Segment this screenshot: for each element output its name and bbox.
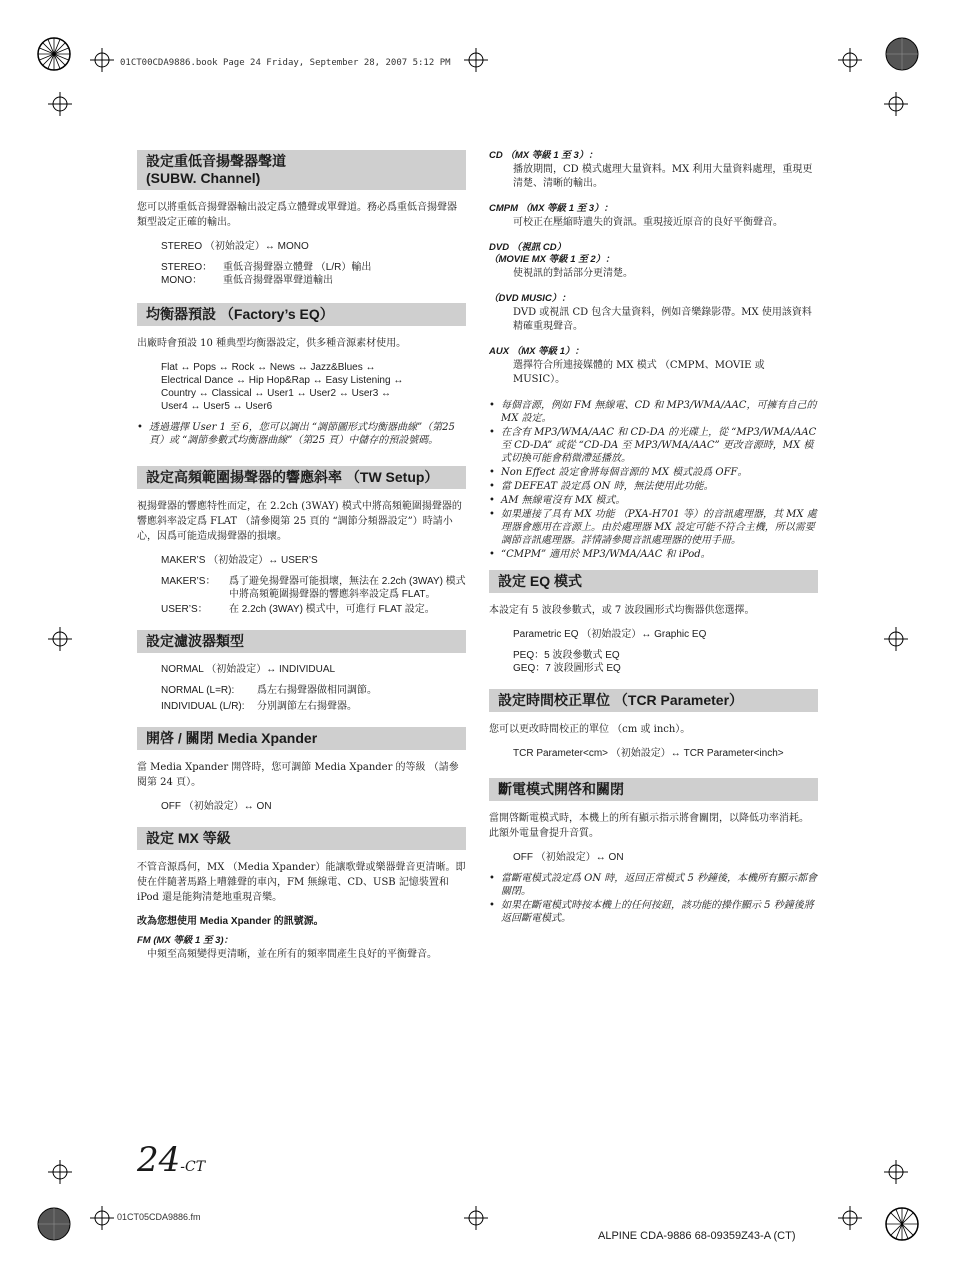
note-text: 如果在斷電模式時按本機上的任何按鈕，該功能的操作顯示 5 秒鐘後將返回斷電模式。 <box>501 900 814 924</box>
source-label: （DVD MUSIC）： <box>489 293 571 304</box>
definition-row <box>161 700 466 713</box>
crosshair-mark-icon <box>48 627 72 651</box>
source-desc: 使視訊的對話部分更清楚。 <box>513 268 633 279</box>
body-text: 您可以更改時間校正的單位 （cm 或 inch）。 <box>489 724 691 735</box>
section-title: (SUBW. Channel) <box>146 170 261 186</box>
definition-term: STEREO： <box>161 262 213 273</box>
source-desc: 播放期間，CD 模式處理大量資料。MX 利用大量資料處理，重現更清楚、清晰的輸出。 <box>513 164 813 189</box>
section-heading-tw: 設定高頻範圍揚聲器的響應斜率 （TW Setup） <box>137 466 466 489</box>
note-item: • 在含有 MP3/WMA/AAC 和 CD-DA 的光碟上，從 “MP3/WMA/AAC 至 CD-DA” 或從 “CD-DA 至 MP3/WMA/AAC” 更改音源時，MX 模式切換可能會稍微滯延播放。 <box>489 427 817 464</box>
definition-term: NORMAL (L=R): <box>161 685 235 696</box>
note-text: 如果連接了具有 MX 功能 （PXA-H701 等）的音訊處理器，其 MX 處理器會應用在音源上。由於處理器 MX 設定可能不符合主機，所以需要調節音訊處理器。詳情請參閱音訊處理器的使用手冊。 <box>501 509 817 546</box>
section-heading-power: 斷電模式開啓和關閉 <box>489 778 818 801</box>
crosshair-mark-icon <box>464 48 488 72</box>
footer-model: ALPINE CDA-9886 68-09359Z43-A (CT) <box>598 1230 796 1242</box>
registration-mark-icon <box>36 36 72 72</box>
definition-desc: 分別調節左右揚聲器。 <box>257 701 357 712</box>
section-heading-subw <box>137 150 466 190</box>
body-text: 當開啓斷電模式時，本機上的所有顯示指示將會關閉，以降低功率消耗。此額外電量會提升音質。 <box>489 813 809 839</box>
section-heading-eq-mode: 設定 EQ 模式 <box>489 570 818 593</box>
note-item: • 當 DEFEAT 設定爲 ON 時，無法使用此功能。 <box>489 480 818 493</box>
source-label: CMPM （MX 等級 1 至 3）： <box>489 203 614 214</box>
section-heading-mx-onoff: 開啓 / 關閉 Media Xpander <box>137 727 466 750</box>
crosshair-mark-icon <box>90 48 114 72</box>
crosshair-mark-icon <box>48 92 72 116</box>
setting-options: MAKER’S （初始設定）↔ USER’S <box>161 555 318 566</box>
crosshair-mark-icon <box>884 1160 908 1184</box>
body-text: 您可以將重低音揚聲器輸出設定爲立體聲或單聲道。務必爲重低音揚聲器類型設定正確的輸出。 <box>137 202 457 228</box>
body-text: 當 Media Xpander 開啓時，您可調節 Media Xpander 的等級 （請參閱第 24 頁）。 <box>137 762 459 788</box>
section-heading-tcr: 設定時間校正單位 （TCR Parameter） <box>489 689 818 712</box>
source-desc: 中頻至高頻變得更清晰，並在所有的頻率間產生良好的平衡聲音。 <box>147 949 437 960</box>
crosshair-mark-icon <box>464 1206 488 1230</box>
setting-options: STEREO （初始設定）↔ MONO <box>161 241 309 252</box>
definition-desc: 重低音揚聲器立體聲 （L/R）輸出 <box>223 262 372 273</box>
registration-mark-icon <box>884 36 920 72</box>
note-text: 當 DEFEAT 設定爲 ON 時，無法使用此功能。 <box>501 481 714 492</box>
right-column <box>489 150 818 926</box>
crosshair-mark-icon <box>838 1206 862 1230</box>
left-column <box>137 150 466 974</box>
body-text: 本設定有 5 波段參數式，或 7 波段圖形式均衡器供您選擇。 <box>489 605 755 616</box>
definition-row <box>161 684 466 697</box>
definition-term: MONO： <box>161 275 203 286</box>
setting-options: TCR Parameter<cm> （初始設定）↔ TCR Parameter<inch> <box>513 748 784 759</box>
definition-desc: 爲左右揚聲器做相同調節。 <box>257 685 377 696</box>
print-header: 01CT00CDA9886.book Page 24 Friday, September 28, 2007 5:12 PM <box>120 58 451 68</box>
registration-mark-icon <box>36 1206 72 1242</box>
crosshair-mark-icon <box>884 627 908 651</box>
source-label: （MOVIE MX 等級 1 至 2）： <box>489 254 615 265</box>
body-text: 出廠時會預設 10 種典型均衡器設定，供多種音源素材使用。 <box>137 338 407 349</box>
setting-options: OFF （初始設定）↔ ON <box>161 801 272 812</box>
definition-term: PEQ： <box>513 650 545 661</box>
page-number-suffix: -CT <box>180 1159 206 1175</box>
crosshair-mark-icon <box>884 92 908 116</box>
definition-row <box>513 649 818 662</box>
definition-row <box>513 662 818 675</box>
note-item: • “CMPM” 適用於 MP3/WMA/AAC 和 iPod。 <box>489 548 818 561</box>
setting-options: OFF （初始設定）↔ ON <box>513 852 624 863</box>
note-item: • Non Effect 設定會將每個音源的 MX 模式設爲 OFF。 <box>489 466 818 479</box>
note-item: • 透過選擇 User 1 至 6，您可以調出 “調節圖形式均衡器曲線”（第25 頁）或 “調節參數式均衡器曲線”（第25 頁）中儲存的預設號碼。 <box>137 421 466 447</box>
note-item: • 每個音源，例如 FM 無線電、CD 和 MP3/WMA/AAC，可擁有自己的 MX 設定。 <box>489 400 817 424</box>
source-label: CD （MX 等級 1 至 3）： <box>489 150 598 161</box>
definition-desc: 5 波段參數式 EQ <box>544 650 620 661</box>
note-text: 當斷電模式設定爲 ON 時，返回正常模式 5 秒鐘後，本機所有顯示都會關閉。 <box>501 873 818 897</box>
section-heading-eq: 均衡器預設 （Factory’s EQ） <box>137 303 466 326</box>
body-text: 視揚聲器的響應特性而定，在 2.2ch (3WAY) 模式中將高頻範圍揚聲器的響應斜率設定爲 FLAT （請參閱第 25 頁的 “調節分頻器設定”）時請小心，因爲可能造成揚聲器的損壞。 <box>137 501 462 542</box>
definition-row <box>161 575 466 601</box>
definition-desc: 重低音揚聲器單聲道輸出 <box>223 275 333 286</box>
crosshair-mark-icon <box>48 1160 72 1184</box>
source-label: FM (MX 等級 1 至 3)： <box>137 935 234 946</box>
registration-mark-icon <box>884 1206 920 1242</box>
source-desc: 選擇符合所連接媒體的 MX 模式 （CMPM、MOVIE 或 MUSIC）。 <box>513 360 765 385</box>
note-text: Non Effect 設定會將每個音源的 MX 模式設爲 OFF。 <box>501 467 748 478</box>
setting-options: Electrical Dance ↔ Hip Hop&Rap ↔ Easy Listening ↔ <box>161 375 404 386</box>
setting-options: NORMAL （初始設定）↔ INDIVIDUAL <box>161 664 336 675</box>
definition-term: MAKER’S： <box>161 576 216 587</box>
definition-desc: 爲了避免揚聲器可能損壞，無法在 2.2ch (3WAY) 模式中將高頻範圍揚聲器的響應斜率設定爲 FLAT。 <box>229 576 466 600</box>
note-text: AM 無線電沒有 MX 模式。 <box>501 495 626 506</box>
crosshair-mark-icon <box>90 1206 114 1230</box>
page-number-value: 24 <box>137 1140 181 1180</box>
definition-term: GEQ： <box>513 663 546 674</box>
setting-options: User4 ↔ User5 ↔ User6 <box>161 401 273 412</box>
definition-row <box>161 261 466 274</box>
note-text: “CMPM” 適用於 MP3/WMA/AAC 和 iPod。 <box>501 549 711 560</box>
section-heading-mx-level: 設定 MX 等級 <box>137 827 466 850</box>
note-text: 在含有 MP3/WMA/AAC 和 CD-DA 的光碟上，從 “MP3/WMA/AAC 至 CD-DA” 或從 “CD-DA 至 MP3/WMA/AAC” 更改音源時，MX 模式切換可能會稍微滯延播放。 <box>501 427 817 464</box>
note-item: • 當斷電模式設定爲 ON 時，返回正常模式 5 秒鐘後，本機所有顯示都會關閉。 <box>489 873 818 897</box>
page-number <box>137 1140 205 1180</box>
note-item: • 如果連接了具有 MX 功能 （PXA-H701 等）的音訊處理器，其 MX 處理器會應用在音源上。由於處理器 MX 設定可能不符合主機，所以需要調節音訊處理器。詳情請參閱音訊處理器的使用手冊。 <box>489 509 817 546</box>
definition-desc: 在 2.2ch (3WAY) 模式中，可進行 FLAT 設定。 <box>229 604 435 615</box>
source-desc: DVD 或視訊 CD 包含大量資料，例如音樂錄影帶。MX 使用該資料精確重現聲音。 <box>513 307 812 332</box>
body-text: 不管音源爲何，MX （Media Xpander）能讓歌聲或樂器聲音更清晰。即使在伴隨著馬路上嘈雜聲的車內，FM 無線電、CD、USB 記憶裝置和 iPod 還是能夠清楚地重現音樂。 <box>137 862 466 903</box>
section-title: 設定重低音揚聲器聲道 <box>146 153 286 169</box>
definition-term: USER’S： <box>161 604 208 615</box>
setting-options: Flat ↔ Pops ↔ Rock ↔ News ↔ Jazz&Blues ↔ <box>161 362 376 373</box>
source-label: AUX （MX 等級 1）： <box>489 346 585 357</box>
note-item: • 如果在斷電模式時按本機上的任何按鈕，該功能的操作顯示 5 秒鐘後將返回斷電模式。 <box>489 899 818 925</box>
note-item: • AM 無線電沒有 MX 模式。 <box>489 494 818 507</box>
setting-options: Parametric EQ （初始設定）↔ Graphic EQ <box>513 629 707 640</box>
crosshair-mark-icon <box>838 48 862 72</box>
definition-row <box>161 274 466 287</box>
definition-term: INDIVIDUAL (L/R): <box>161 701 245 712</box>
source-desc: 可校正在壓縮時遺失的資訊。重現接近原音的良好平衡聲音。 <box>513 217 783 228</box>
definition-row <box>161 603 466 616</box>
setting-options: Country ↔ Classical ↔ User1 ↔ User2 ↔ User3 ↔ <box>161 388 392 399</box>
instruction-text: 改為您想使用 Media Xpander 的訊號源。 <box>137 916 324 927</box>
note-text: 每個音源，例如 FM 無線電、CD 和 MP3/WMA/AAC，可擁有自己的 MX 設定。 <box>501 400 817 424</box>
source-label: DVD （視訊 CD） <box>489 242 567 253</box>
note-text: 透過選擇 User 1 至 6，您可以調出 “調節圖形式均衡器曲線”（第25 頁）或 “調節參數式均衡器曲線”（第25 頁）中儲存的預設號碼。 <box>149 422 455 446</box>
definition-desc: 7 波段圖形式 EQ <box>545 663 621 674</box>
footer-file-name: 01CT05CDA9886.fm <box>117 1212 201 1222</box>
section-heading-filter: 設定濾波器類型 <box>137 630 466 653</box>
